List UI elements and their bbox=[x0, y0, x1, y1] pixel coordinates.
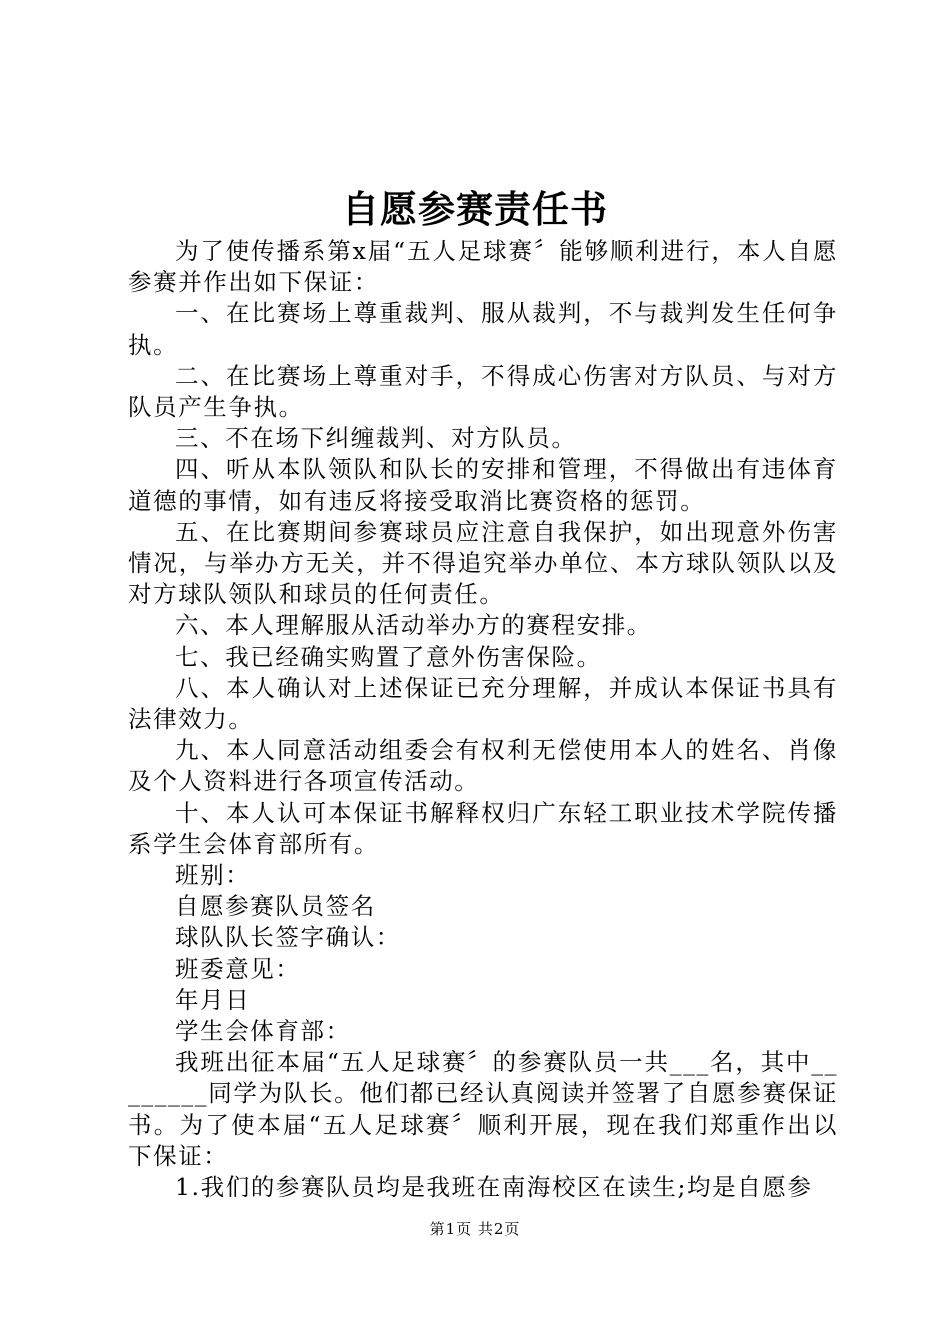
paragraph-item-10: 十、本人认可本保证书解释权归广东轻工职业技术学院传播系学生会体育部所有。 bbox=[128, 798, 838, 858]
field-class-committee: 班委意见： bbox=[175, 954, 301, 983]
field-class: 班别： bbox=[175, 861, 251, 890]
page-footer: 第1页 共2页 bbox=[429, 1220, 521, 1238]
paragraph-item-7: 七、我已经确实购置了意外伤害保险。 bbox=[175, 642, 602, 671]
document-title: 自愿参赛责任书 bbox=[342, 187, 608, 231]
field-player-signature: 自愿参赛队员签名 bbox=[175, 892, 376, 921]
paragraph-item-6: 六、本人理解服从活动举办方的赛程安排。 bbox=[175, 611, 652, 640]
paragraph-pledge-item-1: 1.我们的参赛队员均是我班在南海校区在读生;均是自愿参 bbox=[175, 1173, 813, 1202]
paragraph-item-3: 三、不在场下纠缠裁判、对方队员。 bbox=[175, 424, 577, 453]
paragraph-class-pledge: 我班出征本届“五人足球赛〞的参赛队员一共___名，其中________同学为队长。他们都已经认真阅读并签署了自愿参赛保证书。为了使本届“五人足球赛〞顺利开展，现在我们郑重作出以下保证： bbox=[128, 1048, 838, 1170]
paragraph-item-5: 五、在比赛期间参赛球员应注意自我保护，如出现意外伤害情况，与举办方无关，并不得追究举办单位、本方球队领队以及对方球队领队和球员的任何责任。 bbox=[128, 517, 838, 609]
paragraph-item-8: 八、本人确认对上述保证已充分理解，并成认本保证书具有法律效力。 bbox=[128, 673, 838, 734]
field-captain-confirm: 球队队长签字确认： bbox=[175, 923, 401, 952]
paragraph-item-1: 一、在比赛场上尊重裁判、服从裁判，不与裁判发生任何争执。 bbox=[128, 299, 838, 359]
paragraph-item-2: 二、在比赛场上尊重对手，不得成心伤害对方队员、与对方队员产生争执。 bbox=[128, 361, 838, 422]
field-date: 年月日 bbox=[175, 985, 251, 1014]
document-body bbox=[128, 236, 838, 1203]
paragraph-item-9: 九、本人同意活动组委会有权利无偿使用本人的姓名、肖像及个人资料进行各项宣传活动。 bbox=[128, 736, 838, 796]
field-sports-dept: 学生会体育部： bbox=[175, 1017, 351, 1046]
paragraph-intro: 为了使传播系第x届“五人足球赛〞能够顺利进行，本人自愿参赛并作出如下保证： bbox=[128, 237, 838, 297]
paragraph-item-4: 四、听从本队领队和队长的安排和管理，不得做出有违体育道德的事情，如有违反将接受取消比赛资格的惩罚。 bbox=[128, 455, 838, 515]
